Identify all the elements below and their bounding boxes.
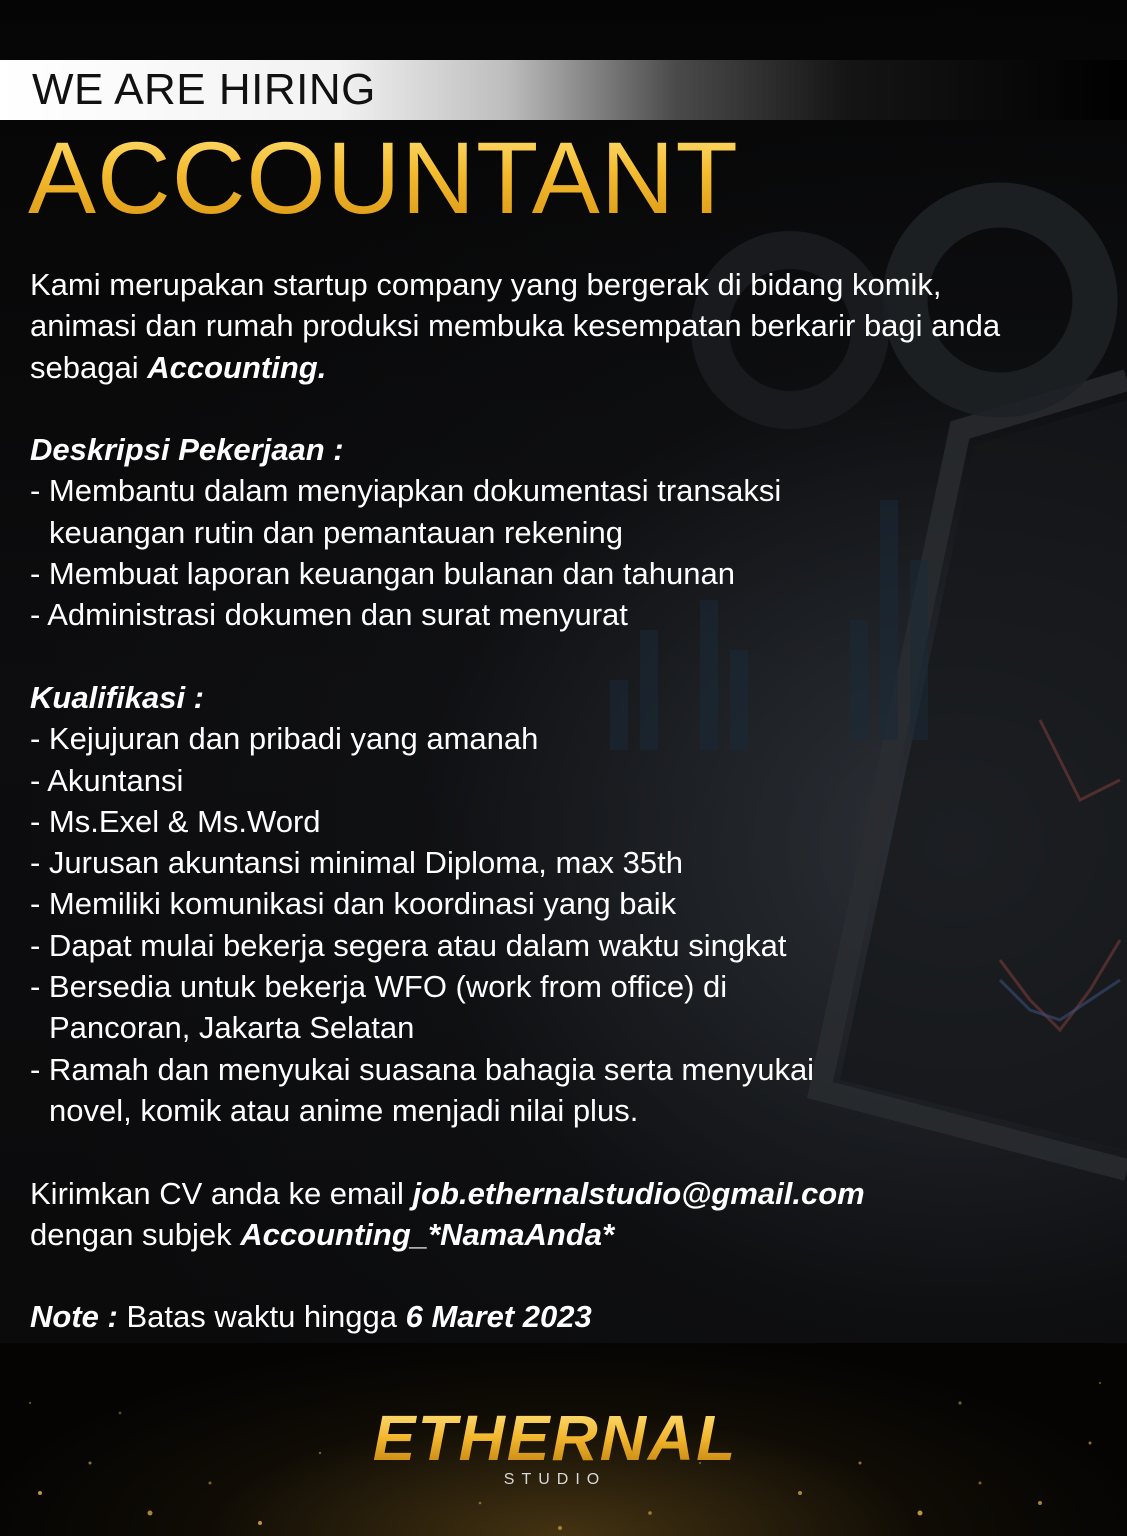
apply-subject-text: dengan subjek: [30, 1216, 241, 1252]
role-title: ACCOUNTANT: [28, 121, 739, 235]
apply-subject: Accounting_*NamaAnda*: [240, 1216, 615, 1252]
job-description-heading: Deskripsi Pekerjaan :: [30, 432, 344, 468]
qualification-item: - Memiliki komunikasi dan koordinasi yang baik: [30, 886, 677, 922]
job-description-item: - Membuat laporan keuangan bulanan dan tahunan: [30, 556, 735, 592]
deadline-note: [30, 1296, 1030, 1337]
logo-subtitle: STUDIO: [503, 1471, 607, 1488]
qualification-item: - Kejujuran dan pribadi yang amanah: [30, 721, 539, 757]
qualification-item-continuation: novel, komik atau anime menjadi nilai plus.: [49, 1092, 639, 1128]
job-description-item-continuation: keuangan rutin dan pemantauan rekening: [49, 514, 623, 550]
qualification-item: - Jurusan akuntansi minimal Diploma, max 35th: [30, 845, 683, 881]
hiring-label: WE ARE HIRING: [32, 65, 376, 114]
qualification-item: - Dapat mulai bekerja segera atau dalam waktu singkat: [30, 927, 787, 963]
intro-highlight: Accounting.: [147, 349, 327, 385]
job-description-item: - Administrasi dokumen dan surat menyurat: [30, 597, 628, 633]
qualification-item: - Bersedia untuk bekerja WFO (work from office) di: [30, 969, 728, 1005]
apply-email[interactable]: job.ethernalstudio@gmail.com: [412, 1175, 865, 1211]
note-text: Batas waktu hingga: [117, 1299, 406, 1335]
apply-text: Kirimkan CV anda ke email: [30, 1175, 413, 1211]
qualifications-heading: Kualifikasi :: [30, 679, 204, 715]
qualification-item-continuation: Pancoran, Jakarta Selatan: [49, 1010, 415, 1046]
apply-line-subject: [30, 1214, 1030, 1255]
ethernal-studio-logo: [355, 1400, 755, 1490]
qualification-item: - Ramah dan menyukai suasana bahagia serta menyukai: [30, 1051, 815, 1087]
job-description-item: - Membantu dalam menyiapkan dokumentasi transaksi: [30, 473, 782, 509]
apply-line-email: [30, 1173, 1030, 1214]
note-label: Note :: [30, 1299, 118, 1335]
qualification-item: - Ms.Exel & Ms.Word: [30, 803, 321, 839]
qualification-item: - Akuntansi: [30, 762, 184, 798]
intro-paragraph: [30, 264, 1030, 388]
poster-content: [30, 264, 1030, 1338]
note-deadline: 6 Maret 2023: [405, 1299, 592, 1335]
logo-wordmark: ETHERNAL: [372, 1402, 738, 1474]
intro-text: Kami merupakan startup company yang bergerak di bidang komik, animasi dan rumah produksi membuka kesempatan berkarir bagi anda sebagai: [30, 267, 1001, 385]
